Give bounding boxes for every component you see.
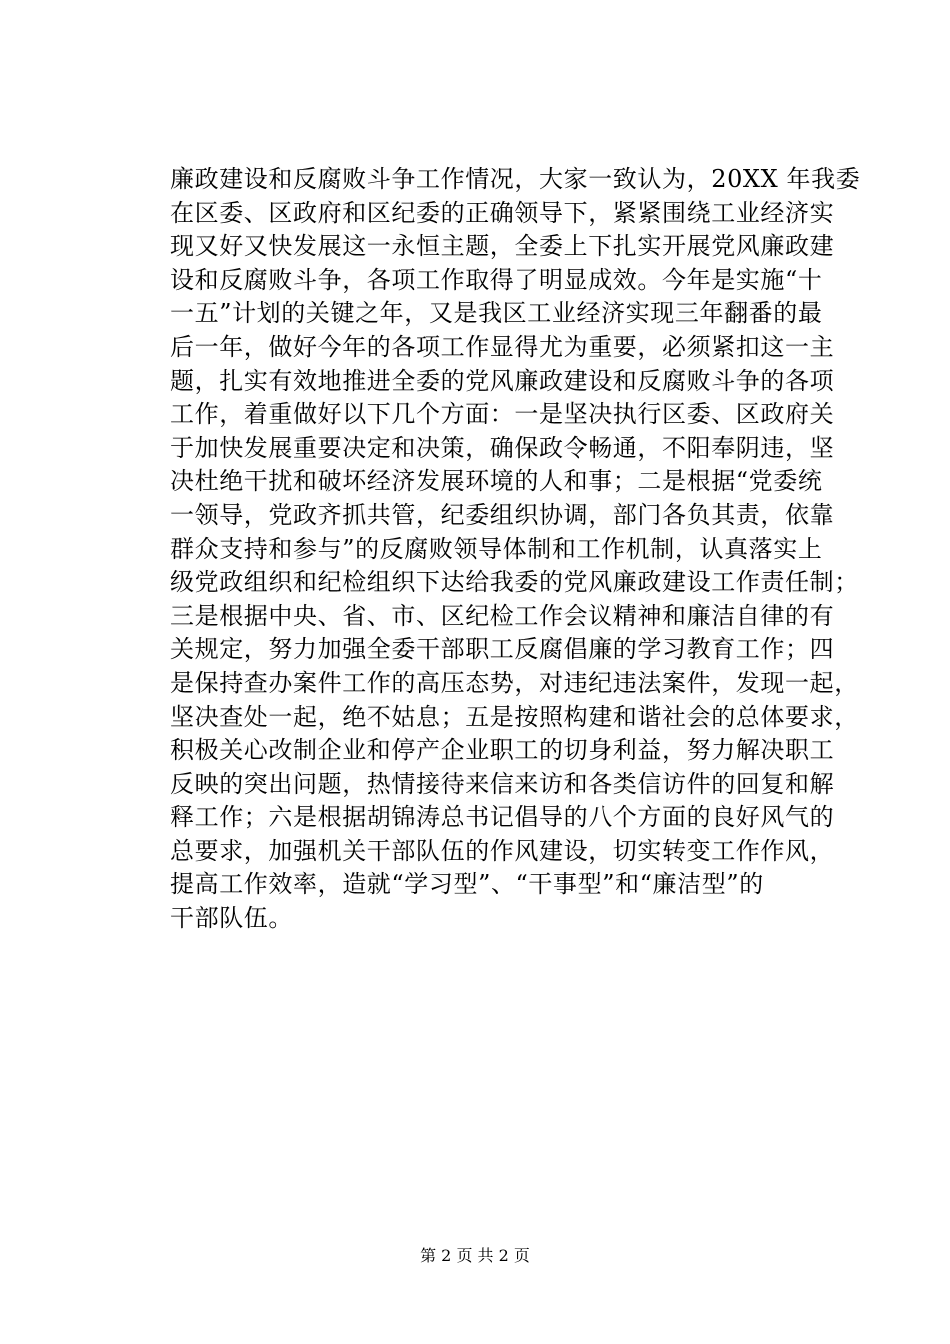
text-line: 工作，着重做好以下几个方面：一是坚决执行区委、区政府关	[170, 400, 835, 429]
text-line: 现又好又快发展这一永恒主题，全委上下扎实开展党风廉政建	[170, 232, 835, 261]
text-line: 坚决查处一起，绝不姑息；五是按照构建和谐社会的总体要求，	[170, 702, 859, 731]
text-line: 设和反腐败斗争，各项工作取得了明显成效。今年是实施“十	[170, 265, 823, 294]
text-line: 释工作；六是根据胡锦涛总书记倡导的八个方面的良好风气的	[170, 803, 835, 832]
text-line: 干部队伍。	[170, 904, 293, 933]
text-line: 决杜绝干扰和破坏经济发展环境的人和事；二是根据“党委统	[170, 467, 823, 496]
text-line: 积极关心改制企业和停产企业职工的切身利益，努力解决职工	[170, 736, 835, 765]
text-line: 是保持查办案件工作的高压态势，对违纪违法案件，发现一起，	[170, 668, 859, 697]
text-line: 题，扎实有效地推进全委的党风廉政建设和反腐败斗争的各项	[170, 366, 835, 395]
text-line: 在区委、区政府和区纪委的正确领导下，紧紧围绕工业经济实	[170, 198, 835, 227]
text-line: 反映的突出问题，热情接待来信来访和各类信访件的回复和解	[170, 769, 835, 798]
body-paragraph	[170, 163, 861, 936]
text-line: 一五”计划的关键之年，又是我区工业经济实现三年翻番的最	[170, 299, 823, 328]
text-line: 提高工作效率，造就“学习型”、“干事型”和“廉洁型”的	[170, 870, 764, 899]
text-line: 廉政建设和反腐败斗争工作情况，大家一致认为，20XX 年我委	[170, 165, 861, 193]
text-line: 级党政组织和纪检组织下达给我委的党风廉政建设工作责任制；	[170, 568, 859, 597]
text-line: 关规定，努力加强全委干部职工反腐倡廉的学习教育工作；四	[170, 635, 835, 664]
text-line: 于加快发展重要决定和决策，确保政令畅通，不阳奉阴违，坚	[170, 433, 835, 462]
text-line: 群众支持和参与”的反腐败领导体制和工作机制，认真落实上	[170, 534, 823, 563]
text-line: 后一年，做好今年的各项工作显得尤为重要，必须紧扣这一主	[170, 332, 835, 361]
text-line: 一领导，党政齐抓共管，纪委组织协调，部门各负其责，依靠	[170, 500, 835, 529]
text-line: 三是根据中央、省、市、区纪检工作会议精神和廉洁自律的有	[170, 601, 835, 630]
page-number-footer: 第 2 页 共 2 页	[420, 1246, 530, 1265]
text-line: 总要求，加强机关干部队伍的作风建设，切实转变工作作风，	[170, 836, 835, 865]
